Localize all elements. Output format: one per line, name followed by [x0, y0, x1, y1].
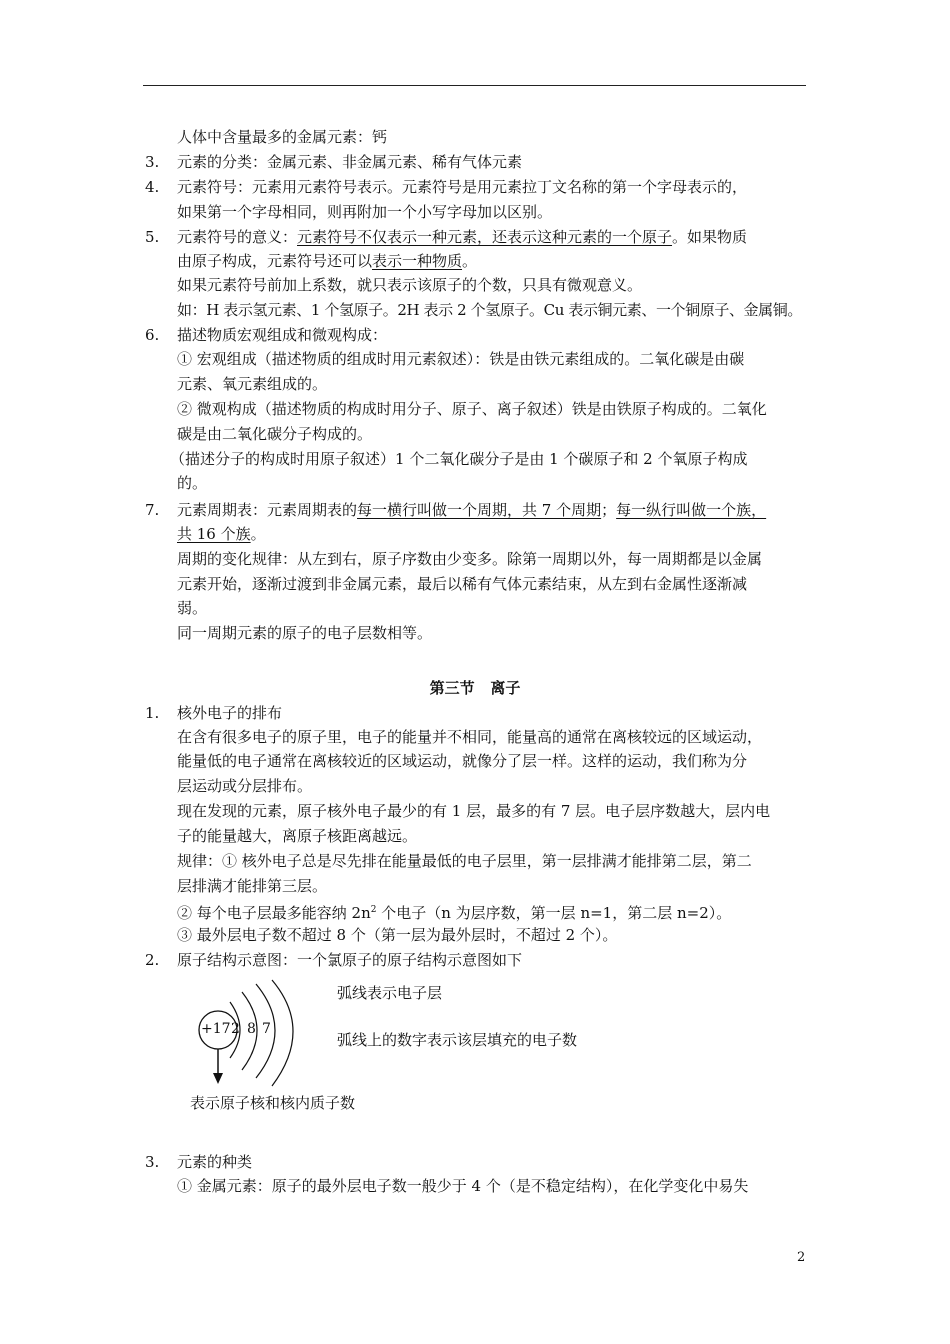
text-line: 碳是由二氧化碳分子构成的。 — [177, 425, 373, 443]
underlined-text: 每一纵行叫做一个族， — [616, 501, 767, 519]
text-line: 元素的分类：金属元素、非金属元素、稀有气体元素 — [177, 153, 523, 171]
text-line: 如：H 表示氢元素、1 个氢原子。2H 表示 2 个氢原子。Cu 表示铜元素、一个铜原子、金属铜。 — [177, 301, 802, 319]
text-line: 如果第一个字母相同，则再附加一个小写字母加以区别。 — [177, 203, 553, 221]
list-number: 2. — [145, 951, 160, 969]
text-line: 元素开始，逐渐过渡到非金属元素，最后以稀有气体元素结束，从左到右金属性逐渐减 — [177, 575, 748, 593]
text-line — [177, 524, 266, 544]
text-line: 元素的种类 — [177, 1153, 253, 1171]
text-line: 规律：① 核外电子总是尽先排在能量最低的电子层里，第一层排满才能排第二层，第二 — [177, 852, 752, 870]
text-run: 。如果物质 — [672, 228, 748, 246]
text-run: 。 — [250, 525, 266, 543]
text-line: 层运动或分层排布。 — [177, 777, 313, 795]
list-number: 5. — [145, 228, 160, 246]
text-line: 周期的变化规律：从左到右，原子序数由少变多。除第一周期以外，每一周期都是以金属 — [177, 550, 763, 568]
diagram-label: 弧线表示电子层 — [337, 984, 443, 1002]
shell-electron-count: 2 — [231, 1021, 240, 1037]
text-line: 弱。 — [177, 599, 208, 617]
text-run: 由原子构成，元素符号还可以 — [177, 252, 373, 270]
text-line: 如果元素符号前加上系数，就只表示该原子的个数，只具有微观意义。 — [177, 276, 643, 294]
text-line: ② 微观构成（描述物质的构成时用分子、原子、离子叙述）铁是由铁原子构成的。二氧化 — [177, 400, 767, 418]
text-line: ① 宏观组成（描述物质的组成时用元素叙述）：铁是由铁元素组成的。二氧化碳是由碳 — [177, 350, 745, 368]
nucleus-charge: +17 — [201, 1021, 231, 1037]
text-run: 元素周期表：元素周期表的 — [177, 501, 358, 519]
list-number: 7. — [145, 501, 160, 519]
section-heading: 第三节 离子 — [429, 679, 521, 697]
text-line: 能量低的电子通常在离核较近的区域运动，就像分了层一样。这样的运动，我们称为分 — [177, 752, 748, 770]
text-line — [177, 227, 747, 247]
underlined-text: 每一横行叫做一个周期，共 7 个周期 — [357, 501, 602, 519]
text-line: 现在发现的元素，原子核外电子最少的有 1 层，最多的有 7 层。电子层序数越大，层内电 — [177, 802, 771, 820]
list-number: 3. — [145, 1153, 160, 1171]
text-line: 元素、氧元素组成的。 — [177, 375, 328, 393]
text-line — [177, 251, 477, 271]
text-line: 同一周期元素的原子的电子层数相等。 — [177, 624, 433, 642]
diagram-caption: 表示原子核和核内质子数 — [190, 1094, 356, 1112]
header-rule — [143, 85, 806, 86]
list-number: 4. — [145, 178, 160, 196]
text-line: （描述分子的构成时用原子叙述）1 个二氧化碳分子是由 1 个碳原子和 2 个氧原子构成 — [170, 450, 748, 468]
text-line: 子的能量越大，离原子核距离越远。 — [177, 827, 418, 845]
text-line — [177, 900, 731, 923]
text-line — [177, 500, 766, 520]
text-line: 核外电子的排布 — [177, 704, 283, 722]
text-run: 元素符号的意义： — [177, 228, 298, 246]
text-line: 人体中含量最多的金属元素：钙 — [177, 128, 388, 146]
list-number: 6. — [145, 326, 160, 344]
text-line: 的。 — [177, 474, 208, 492]
page-number: 2 — [797, 1250, 806, 1265]
list-number: 3. — [145, 153, 160, 171]
text-line: 元素符号：元素用元素符号表示。元素符号是用元素拉丁文名称的第一个字母表示的， — [177, 178, 748, 196]
text-line: 原子结构示意图：一个氯原子的原子结构示意图如下 — [177, 951, 523, 969]
shell-electron-count: 8 — [247, 1021, 256, 1037]
underlined-text: 元素符号不仅表示一种元素，还表示这种元素的一个原子 — [297, 228, 673, 246]
text-line: 在含有很多电子的原子里，电子的能量并不相同，能量高的通常在离核较远的区域运动， — [177, 728, 763, 746]
shell-electron-count: 7 — [262, 1021, 271, 1037]
text-line: ① 金属元素：原子的最外层电子数一般少于 4 个（是不稳定结构），在化学变化中易失 — [177, 1177, 749, 1195]
text-run: ② 每个电子层最多能容纳 2n — [177, 904, 371, 922]
text-line: ③ 最外层电子数不超过 8 个（第一层为最外层时，不超过 2 个）。 — [177, 926, 618, 944]
list-number: 1. — [145, 704, 160, 722]
text-run: 。 — [462, 252, 478, 270]
diagram-label: 弧线上的数字表示该层填充的电子数 — [337, 1031, 578, 1049]
text-run: 个电子（n 为层序数，第一层 n=1，第二层 n=2）。 — [376, 904, 732, 922]
underlined-text: 表示一种物质 — [372, 252, 463, 270]
superscript: 2 — [370, 905, 377, 915]
arrow-head — [213, 1073, 223, 1084]
text-run: ； — [601, 501, 617, 519]
text-line: 描述物质宏观组成和微观构成： — [177, 326, 388, 344]
text-line: 层排满才能排第三层。 — [177, 877, 328, 895]
underlined-text: 共 16 个族 — [177, 525, 251, 543]
